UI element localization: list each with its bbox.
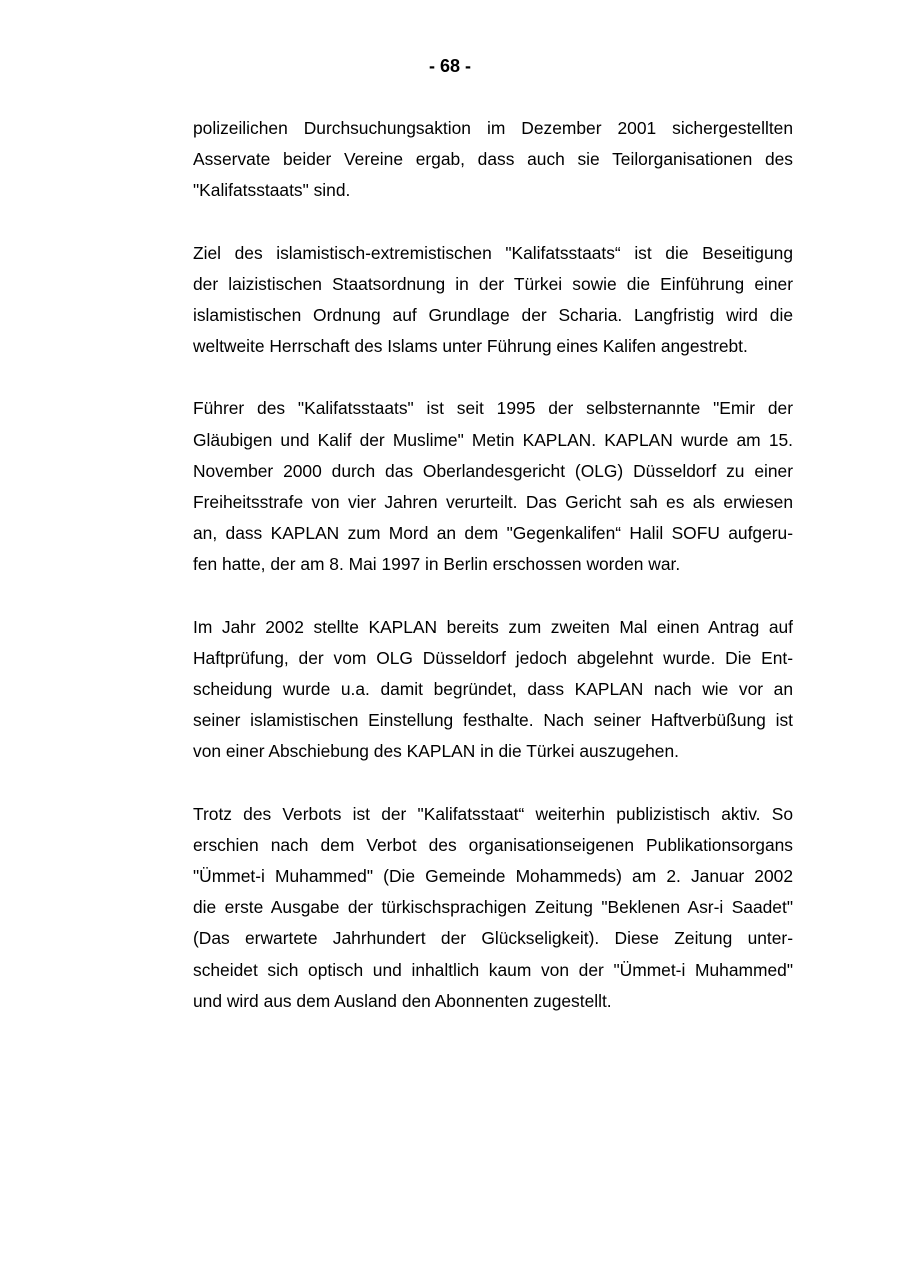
text-line: und wird aus dem Ausland den Abonnenten zugestellt.	[193, 990, 612, 1011]
text-line: "Ümmet-i Muhammed" (Die Gemeinde Mohammeds) am 2. Januar 2002	[193, 866, 793, 887]
paragraph-5	[193, 799, 793, 1017]
text-line: von einer Abschiebung des KAPLAN in die Türkei auszugehen.	[193, 741, 679, 762]
text-line: an, dass KAPLAN zum Mord an dem "Gegenkalifen“ Halil SOFU aufgeru-	[193, 523, 793, 544]
text-line: (Das erwartete Jahrhundert der Glückseligkeit). Diese Zeitung unter-	[193, 928, 793, 949]
text-line: die erste Ausgabe der türkischsprachigen Zeitung "Beklenen Asr-i Saadet"	[193, 897, 793, 918]
text-line: Trotz des Verbots ist der "Kalifatsstaat“ weiterhin publizistisch aktiv. So	[193, 803, 793, 824]
paragraph-4	[193, 612, 793, 768]
text-line: islamistischen Ordnung auf Grundlage der Scharia. Langfristig wird die	[193, 305, 793, 326]
document-body	[193, 113, 793, 1048]
text-line: der laizistischen Staatsordnung in der Türkei sowie die Einführung einer	[193, 273, 793, 294]
text-line: scheidet sich optisch und inhaltlich kaum von der "Ümmet-i Muhammed"	[193, 959, 793, 980]
text-line: Gläubigen und Kalif der Muslime" Metin KAPLAN. KAPLAN wurde am 15.	[193, 429, 793, 450]
paragraph-1	[193, 113, 793, 207]
text-line: weltweite Herrschaft des Islams unter Führung eines Kalifen angestrebt.	[193, 336, 748, 357]
text-line: Ziel des islamistisch-extremistischen "Kalifatsstaats“ ist die Beseitigung	[193, 242, 793, 263]
text-line: scheidung wurde u.a. damit begründet, dass KAPLAN nach wie vor an	[193, 679, 793, 700]
text-line: polizeilichen Durchsuchungsaktion im Dezember 2001 sichergestellten	[193, 118, 793, 138]
text-line: "Kalifatsstaats" sind.	[193, 180, 351, 201]
text-line: fen hatte, der am 8. Mai 1997 in Berlin erschossen worden war.	[193, 554, 681, 575]
text-line: erschien nach dem Verbot des organisationseigenen Publikationsorgans	[193, 834, 793, 855]
page-number: - 68 -	[428, 56, 471, 76]
text-line: Freiheitsstrafe von vier Jahren verurteilt. Das Gericht sah es als erwiesen	[193, 492, 793, 513]
text-line: Im Jahr 2002 stellte KAPLAN bereits zum zweiten Mal einen Antrag auf	[193, 616, 793, 637]
paragraph-3	[193, 393, 793, 580]
paragraph-2	[193, 238, 793, 363]
text-line: November 2000 durch das Oberlandesgericht (OLG) Düsseldorf zu einer	[193, 460, 793, 481]
text-line: seiner islamistischen Einstellung festhalte. Nach seiner Haftverbüßung ist	[193, 710, 793, 731]
text-line: Asservate beider Vereine ergab, dass auch sie Teilorganisationen des	[193, 149, 793, 170]
text-line: Führer des "Kalifatsstaats" ist seit 1995 der selbsternannte "Emir der	[193, 398, 793, 419]
text-line: Haftprüfung, der vom OLG Düsseldorf jedoch abgelehnt wurde. Die Ent-	[193, 647, 793, 668]
